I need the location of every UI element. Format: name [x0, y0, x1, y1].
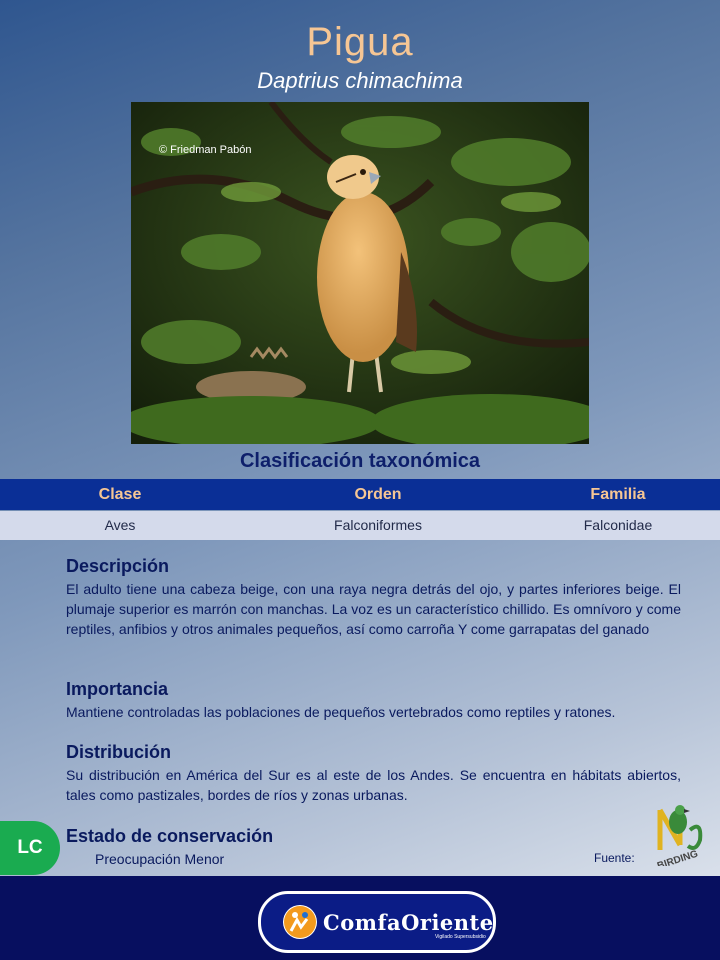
importancia-text: Mantiene controladas las poblaciones de pequeños vertebrados como reptiles y ratones. — [66, 704, 616, 720]
comfaoriente-logo-text: ComfaOriente — [323, 909, 494, 935]
taxonomy-value-familia: Falconidae — [583, 517, 653, 533]
taxonomy-header-familia: Familia — [590, 486, 646, 503]
species-title: Pigua — [306, 20, 414, 64]
descripcion-text: El adulto tiene una cabeza beige, con una raya negra detrás del ojo, y partes inferiores beige. El plumaje superior es marrón con manchas. La voz es un característico chillido. Es omnívoro y come reptiles, anfibios y otros animales pequeños, así como carroña Y come garrapatas del ganado — [66, 581, 681, 637]
importancia-heading: Importancia — [66, 679, 169, 699]
section-importancia — [66, 679, 681, 722]
section-descripcion — [66, 556, 681, 639]
distribucion-text: Su distribución en América del Sur es al este de los Andes. Se encuentra en hábitats abiertos, tales como pastizales, bordes de ríos y zonas urbanas. — [66, 767, 681, 803]
bird-photo — [131, 102, 589, 444]
distribucion-heading: Distribución — [66, 742, 172, 762]
section-distribucion — [66, 742, 681, 805]
conservation-status-badge: LC — [0, 821, 60, 875]
scientific-name: Daptrius chimachima — [257, 68, 463, 93]
taxonomy-value-row — [0, 511, 720, 540]
taxonomy-header-orden: Orden — [354, 486, 402, 503]
taxonomy-value-orden: Falconiformes — [334, 517, 422, 533]
taxonomy-title: Clasificación taxonómica — [239, 450, 481, 472]
footer-bar — [0, 876, 720, 960]
comfaoriente-logo — [258, 891, 496, 953]
conservation-status-value: Preocupación Menor — [95, 851, 225, 867]
comfaoriente-logo-small-text: Vigilado Supersubsidio — [435, 934, 486, 940]
birding-logo — [650, 800, 712, 866]
photo-credit: © Friedman Pabón — [159, 144, 252, 156]
taxonomy-header-clase: Clase — [98, 486, 142, 503]
taxonomy-header-row — [0, 479, 720, 510]
comfaoriente-logo-icon — [283, 905, 317, 939]
birding-logo-text: BIRDING — [655, 848, 700, 866]
section-conservacion — [66, 826, 681, 847]
taxonomy-value-clase: Aves — [104, 517, 136, 533]
descripcion-heading: Descripción — [66, 556, 170, 576]
conservacion-heading: Estado de conservación — [66, 826, 274, 846]
source-label: Fuente: — [594, 851, 635, 865]
